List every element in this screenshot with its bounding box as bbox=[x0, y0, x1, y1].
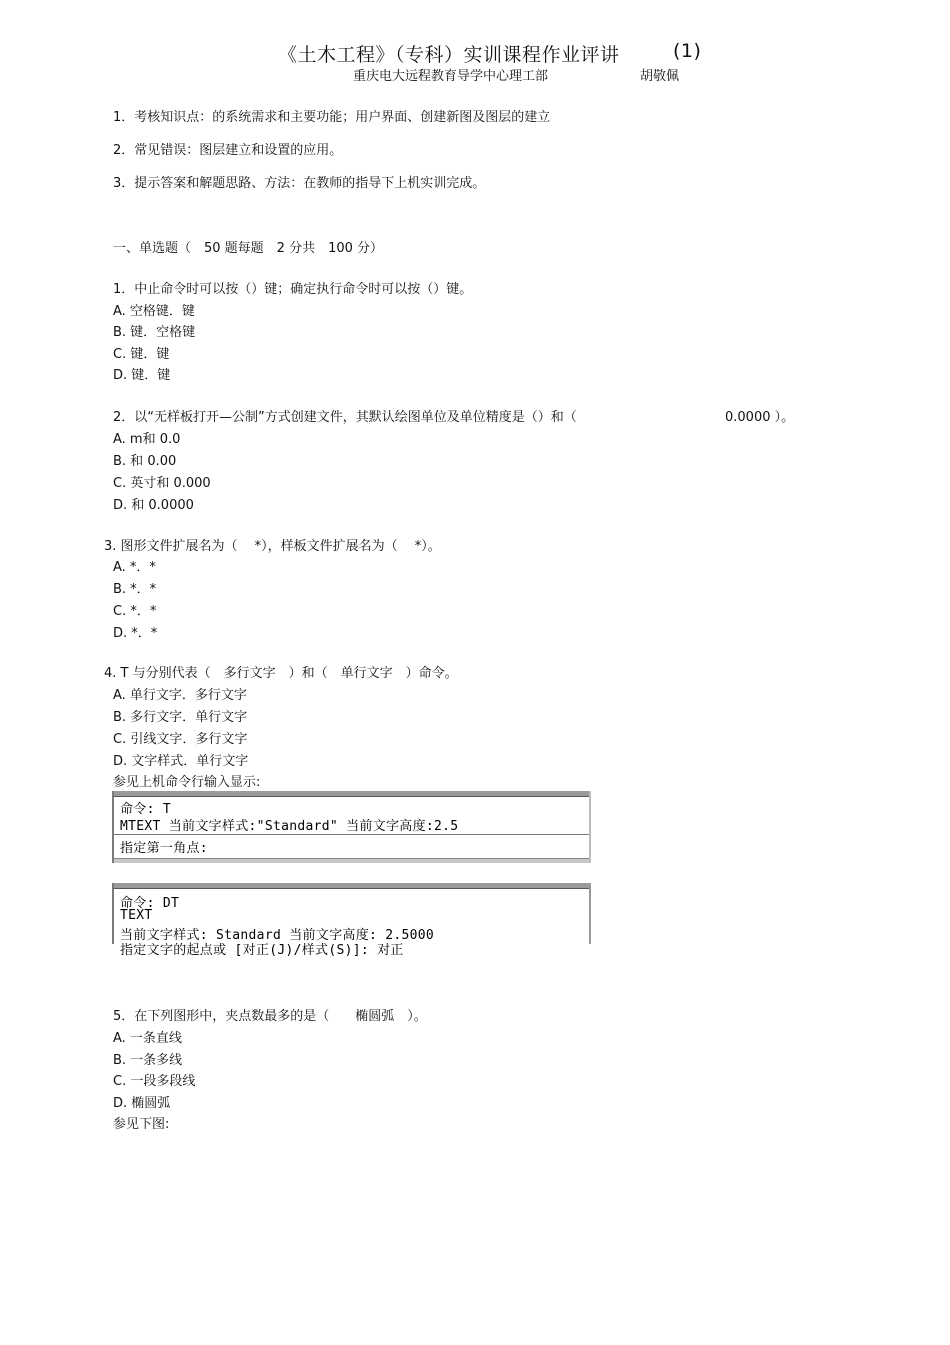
document-title-number: (1) bbox=[673, 40, 702, 62]
author-name: 胡敬佩 bbox=[640, 69, 680, 84]
command-line-text: 命令: DT bbox=[120, 896, 180, 911]
question-option: D. *．* bbox=[113, 626, 158, 641]
question-option: D. 和 0.0000 bbox=[113, 498, 194, 513]
question-option: B. 键．空格键 bbox=[113, 325, 196, 340]
question-option: A. 空格键．键 bbox=[113, 304, 195, 319]
document-title: 《土木工程》（专科）实训课程作业评讲 bbox=[278, 44, 620, 66]
window-bottom-edge bbox=[114, 858, 589, 863]
question-option: C. *．* bbox=[113, 604, 157, 619]
command-line-text: 当前文字样式: Standard 当前文字高度: 2.5000 bbox=[120, 928, 435, 943]
section-heading: 一、单选题（ 50 题每题 2 分共 100 分） bbox=[113, 241, 384, 256]
institution-name: 重庆电大远程教育导学中心理工部 bbox=[353, 69, 549, 84]
question-stem: 2．以“无样板打开—公制”方式创建文件，其默认绘图单位及单位精度是（）和（ bbox=[113, 410, 577, 425]
question-option: D. 文字样式．单行文字 bbox=[113, 754, 249, 769]
window-titlebar bbox=[114, 791, 589, 797]
command-line-text: MTEXT 当前文字样式:"Standard" 当前文字高度:2.5 bbox=[120, 819, 459, 834]
intro-item: 1．考核知识点：的系统需求和主要功能；用户界面、创建新图及图层的建立 bbox=[113, 110, 551, 125]
question-option: C. 引线文字．多行文字 bbox=[113, 732, 248, 747]
question-option: B. *．* bbox=[113, 582, 157, 597]
question-option: D. 椭圆弧 bbox=[113, 1096, 171, 1111]
question-option: A. 单行文字．多行文字 bbox=[113, 688, 247, 703]
command-line-text: TEXT bbox=[120, 908, 153, 923]
intro-item: 2．常见错误：图层建立和设置的应用。 bbox=[113, 143, 343, 158]
command-line-divider bbox=[114, 834, 589, 835]
question-stem: 5．在下列图形中，夹点数最多的是（ 椭圆弧 ）。 bbox=[113, 1009, 427, 1024]
question-option: C. 英寸和 0.000 bbox=[113, 476, 211, 491]
question-option: C. 键．键 bbox=[113, 347, 170, 362]
question-note: 参见下图: bbox=[113, 1117, 170, 1132]
question-option: A. *．* bbox=[113, 560, 156, 575]
question-option: D. 键．键 bbox=[113, 368, 171, 383]
window-titlebar bbox=[114, 883, 589, 889]
question-stem: 4. T 与分别代表（ 多行文字 ）和（ 单行文字 ）命令。 bbox=[104, 666, 458, 681]
question-stem-tail: 0.0000 ）。 bbox=[725, 410, 795, 425]
question-option: A. 一条直线 bbox=[113, 1031, 182, 1046]
command-prompt-text: 指定第一角点: bbox=[120, 841, 208, 856]
intro-item: 3．提示答案和解题思路、方法：在教师的指导下上机实训完成。 bbox=[113, 176, 486, 191]
command-line-screenshot bbox=[112, 883, 591, 958]
question-option: B. 一条多线 bbox=[113, 1053, 183, 1068]
question-note: 参见上机命令行输入显示: bbox=[113, 775, 261, 790]
question-option: C. 一段多段线 bbox=[113, 1074, 196, 1089]
command-line-screenshot bbox=[112, 791, 591, 863]
question-stem: 3. 图形文件扩展名为（ *），样板文件扩展名为（ *）。 bbox=[104, 539, 441, 554]
question-option: B. 多行文字．单行文字 bbox=[113, 710, 248, 725]
question-stem: 1．中止命令时可以按（）键；确定执行命令时可以按（）键。 bbox=[113, 282, 473, 297]
question-option: A. m和 0.0 bbox=[113, 432, 181, 447]
command-line-text: 指定文字的起点或 [对正(J)/样式(S)]: 对正 bbox=[120, 943, 404, 958]
question-option: B. 和 0.00 bbox=[113, 454, 177, 469]
command-line-text: 命令: T bbox=[120, 802, 171, 817]
